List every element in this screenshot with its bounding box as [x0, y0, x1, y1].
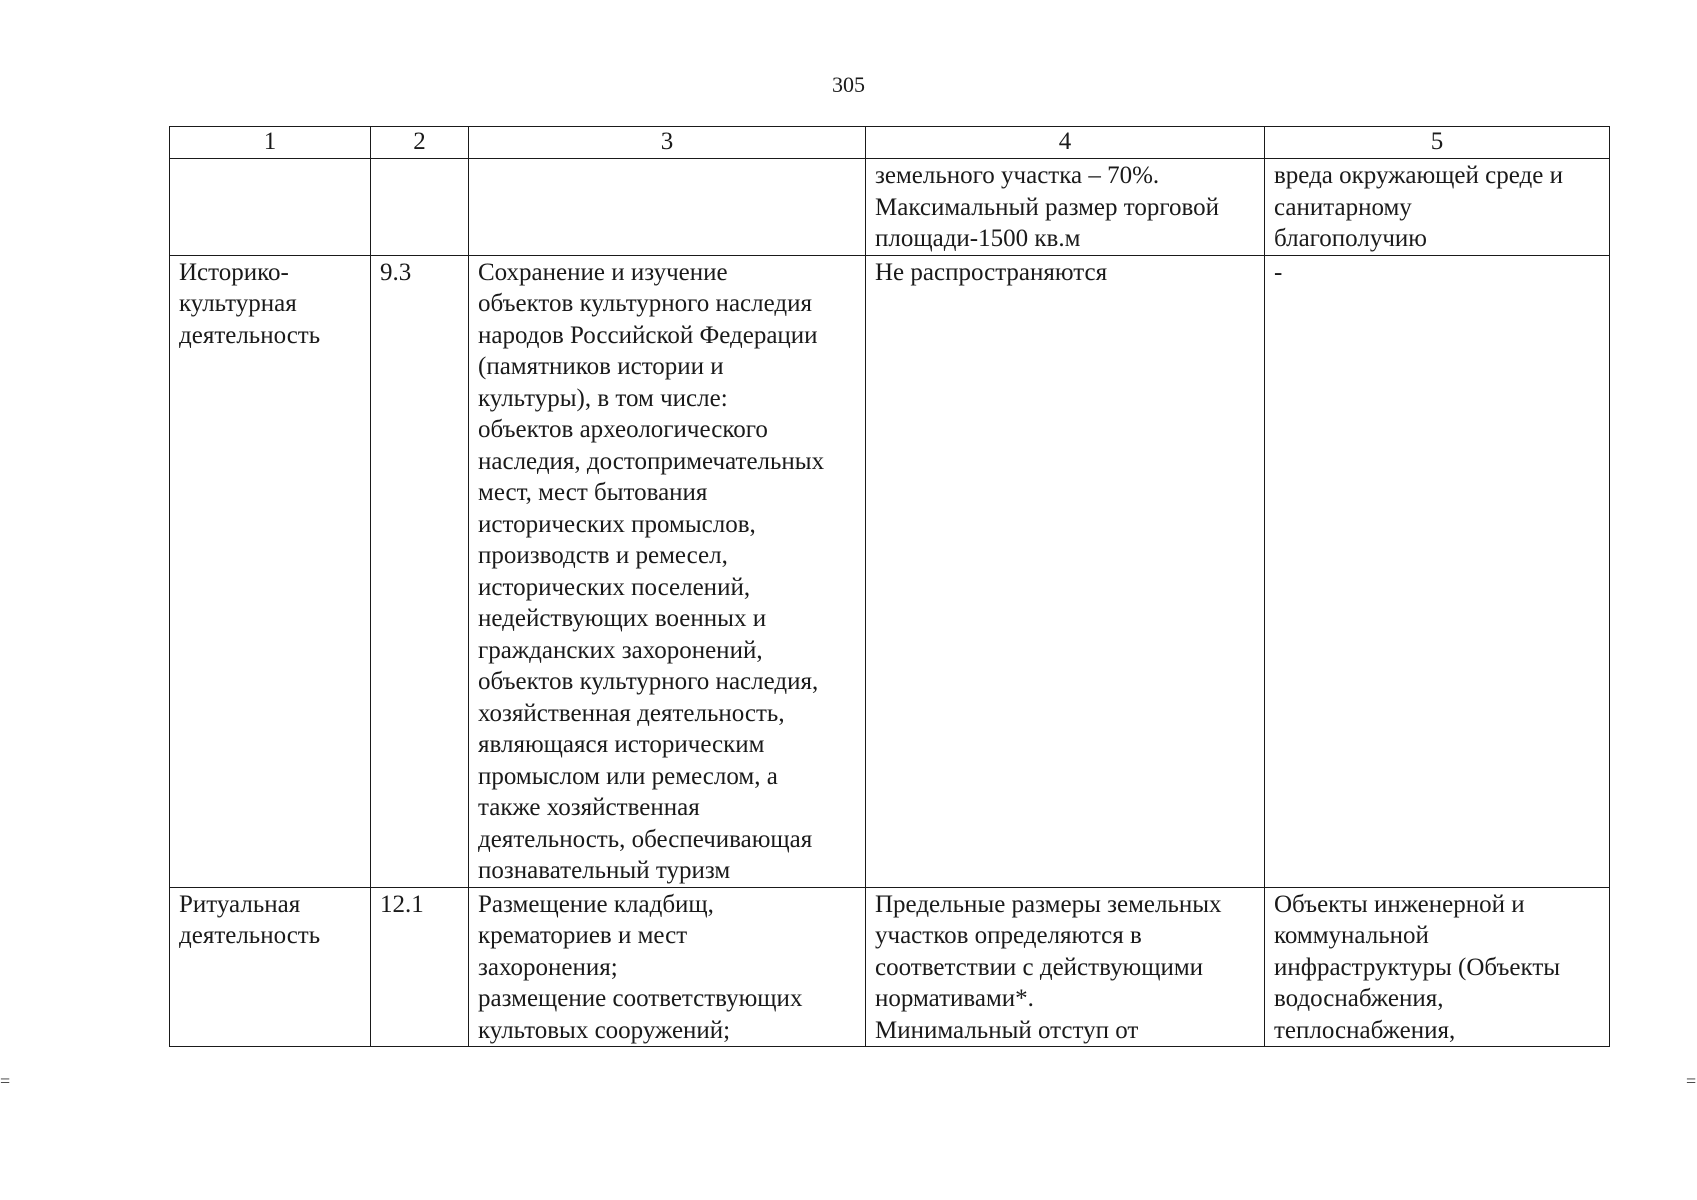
cell-text-line: вреда окружающей среде и: [1274, 162, 1563, 189]
header-col-1: 1: [170, 127, 371, 159]
cell-text-line: площади-1500 кв.м: [875, 225, 1081, 252]
page-number: 305: [832, 72, 865, 97]
cell-text-line: являющаяся историческим: [478, 731, 765, 758]
cell-text-line: участков определяются в: [875, 922, 1142, 949]
table-body: [170, 159, 1610, 1047]
cell-text-line: культурная: [179, 290, 297, 317]
table-cell-col-1: [170, 887, 371, 1047]
cell-text-line: наследия, достопримечательных: [478, 447, 825, 475]
cell-text-line: исторических промыслов,: [478, 510, 756, 538]
cell-text-line: Не распространяются: [875, 258, 1108, 286]
cell-text-line: познавательный туризм: [478, 857, 731, 884]
cell-text-line: объектов культурного наследия: [478, 290, 812, 317]
cell-text-line: производств и ремесел,: [478, 542, 728, 569]
table-row: [170, 887, 1610, 1047]
header-col-3: 3: [469, 127, 866, 159]
cell-text-line: промыслом или ремеслом, а: [478, 762, 778, 790]
cell-text-line: Предельные размеры земельных: [875, 890, 1222, 918]
cell-text-line: водоснабжения,: [1274, 985, 1444, 1012]
cell-text-line: также хозяйственная: [478, 794, 700, 821]
cell-text-line: деятельность: [179, 321, 321, 349]
cell-text-line: захоронения;: [478, 953, 618, 981]
table-cell-col-2: [371, 887, 469, 1047]
cell-text-line: деятельность: [179, 922, 321, 949]
cell-text-line: -: [1274, 258, 1283, 286]
cell-text-line: исторических поселений,: [478, 573, 751, 601]
cell-text-line: объектов археологического: [478, 416, 768, 443]
cell-text-line: 9.3: [380, 258, 412, 286]
table-cell-col-5: [1265, 887, 1610, 1047]
table-cell-col-4: [866, 255, 1265, 887]
cell-text-line: соответствии с действующими: [875, 953, 1204, 981]
header-col-2: 2: [371, 127, 469, 159]
table-cell-col-4: [866, 159, 1265, 256]
right-edge-mark: =: [1686, 1071, 1697, 1091]
cell-text-line: Размещение кладбищ,: [478, 890, 714, 918]
cell-text-line: Максимальный размер торговой: [875, 193, 1219, 221]
cell-text-line: Объекты инженерной и: [1274, 890, 1525, 918]
table-cell-col-2: [371, 255, 469, 887]
cell-text-line: 12.1: [380, 890, 424, 918]
land-use-table: [169, 126, 1610, 1047]
table-row: [170, 255, 1610, 887]
table-cell-col-5: [1265, 159, 1610, 256]
table-cell-col-3: [469, 159, 866, 256]
cell-text-line: гражданских захоронений,: [478, 636, 763, 664]
header-col-4: 4: [866, 127, 1265, 159]
cell-text-line: коммунальной: [1274, 922, 1429, 949]
table-cell-col-3: [469, 255, 866, 887]
cell-text-line: культовых сооружений;: [478, 1016, 731, 1044]
cell-text-line: благополучию: [1274, 225, 1427, 252]
cell-text-line: Историко-: [179, 258, 289, 286]
table-cell-col-3: [469, 887, 866, 1047]
cell-text-line: Минимальный отступ от: [875, 1016, 1139, 1044]
table-cell-col-1: [170, 255, 371, 887]
table-cell-col-5: [1265, 255, 1610, 887]
cell-text-line: (памятников истории и: [478, 353, 724, 380]
cell-text-line: теплоснабжения,: [1274, 1016, 1456, 1044]
header-col-5: 5: [1265, 127, 1610, 159]
cell-text-line: Ритуальная: [179, 890, 301, 918]
left-edge-mark: =: [0, 1071, 11, 1091]
table-cell-col-2: [371, 159, 469, 256]
table-row: [170, 159, 1610, 256]
cell-text-line: недействующих военных и: [478, 605, 767, 632]
cell-text-line: крематориев и мест: [478, 922, 688, 949]
cell-text-line: санитарному: [1274, 193, 1412, 221]
cell-text-line: мест, мест бытования: [478, 479, 708, 506]
header-row: [170, 127, 1610, 159]
cell-text-line: размещение соответствующих: [478, 985, 803, 1012]
cell-text-line: земельного участка – 70%.: [875, 162, 1160, 189]
cell-text-line: Сохранение и изучение: [478, 258, 728, 286]
cell-text-line: объектов культурного наследия,: [478, 668, 819, 695]
cell-text-line: хозяйственная деятельность,: [478, 699, 785, 727]
table-cell-col-1: [170, 159, 371, 256]
table-cell-col-4: [866, 887, 1265, 1047]
cell-text-line: деятельность, обеспечивающая: [478, 825, 813, 853]
cell-text-line: культуры), в том числе:: [478, 384, 728, 412]
cell-text-line: инфраструктуры (Объекты: [1274, 953, 1561, 981]
cell-text-line: народов Российской Федерации: [478, 321, 818, 349]
cell-text-line: нормативами*.: [875, 985, 1034, 1012]
